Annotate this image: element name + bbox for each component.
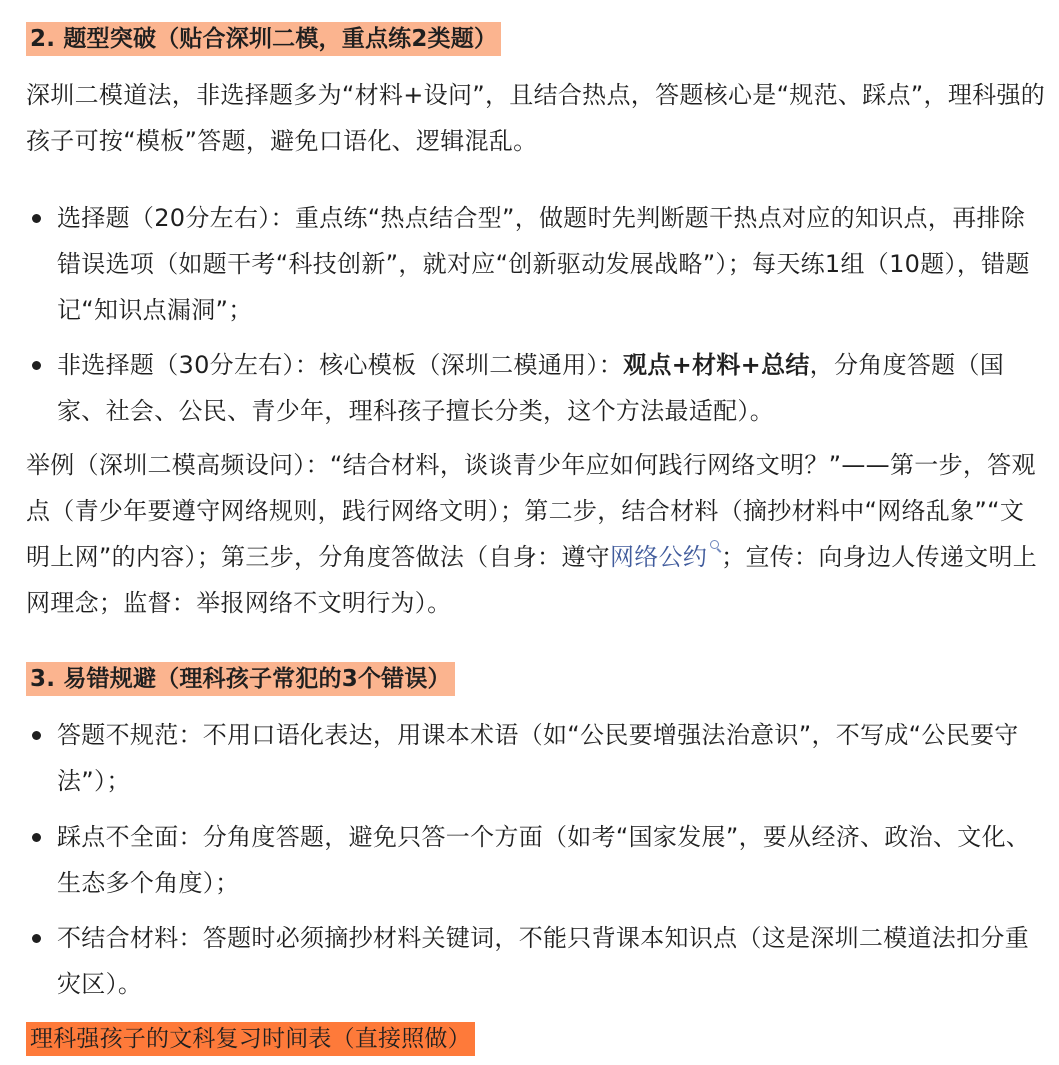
list-item: [26, 915, 1036, 1007]
bullet-text: 答题不规范：不用口语化表达，用课本术语（如“公民要增强法治意识”，不写成“公民要守法”）；: [57, 721, 1019, 795]
bullet-dot: [32, 934, 41, 943]
bullet-dot: [32, 833, 41, 842]
list-item: [26, 814, 1036, 906]
bullet-text: 不结合材料：答题时必须摘抄材料关键词，不能只背课本知识点（这是深圳二模道法扣分重灾区）。: [57, 924, 1029, 998]
section-2-intro: 深圳二模道法，非选择题多为“材料+设问”，且结合热点，答题核心是“规范、踩点”，理科强的孩子可按“模板”答题，避免口语化、逻辑混乱。: [26, 81, 1046, 155]
example-paragraph: [26, 442, 1046, 626]
section-3-heading: 3. 易错规避（理科孩子常犯的3个错误）: [26, 662, 455, 696]
bullet-dot: [32, 731, 41, 740]
list-item: [26, 342, 1036, 434]
schedule-heading: 理科强孩子的文科复习时间表（直接照做）: [26, 1022, 475, 1056]
list-item: [26, 195, 1036, 333]
bullet-text-prefix: 非选择题（30分左右）：核心模板（深圳二模通用）：: [57, 351, 624, 379]
section-2-heading: 2. 题型突破（贴合深圳二模，重点练2类题）: [26, 22, 501, 56]
bullet-text: 踩点不全面：分角度答题，避免只答一个方面（如考“国家发展”，要从经济、政治、文化、生态多个角度）；: [57, 823, 1031, 897]
bullet-dot: [32, 361, 41, 370]
bullet-text-choice: 选择题（20分左右）：重点练“热点结合型”，做题时先判断题干热点对应的知识点，再排除错误选项（如题干考“科技创新”，就对应“创新驱动发展战略”）；每天练1组（10题），错题记“知识点漏洞”；: [57, 204, 1030, 324]
bullet-dot: [32, 214, 41, 223]
network-convention-link[interactable]: 网络公约: [609, 543, 708, 571]
bullet-text-suffix: ，分角度答题（国家、社会、公民、青少年，理科孩子擅长分类，这个方法最适配）。: [57, 351, 1005, 425]
list-item: [26, 712, 1036, 804]
example-text-after: ；宣传：向身边人传递文明上网理念；监督：举报网络不文明行为）。: [26, 543, 1038, 617]
search-icon[interactable]: [709, 540, 721, 556]
example-text-before: 举例（深圳二模高频设问）：“结合材料，谈谈青少年应如何践行网络文明？”——第一步，答观点（青少年要遵守网络规则，践行网络文明）；第二步，结合材料（摘抄材料中“网络乱象”“文明上网”的内容）；第三步，分角度答做法（自身：遵守: [26, 451, 1036, 571]
bullet-text-bold: 观点+材料+总结: [623, 351, 810, 379]
